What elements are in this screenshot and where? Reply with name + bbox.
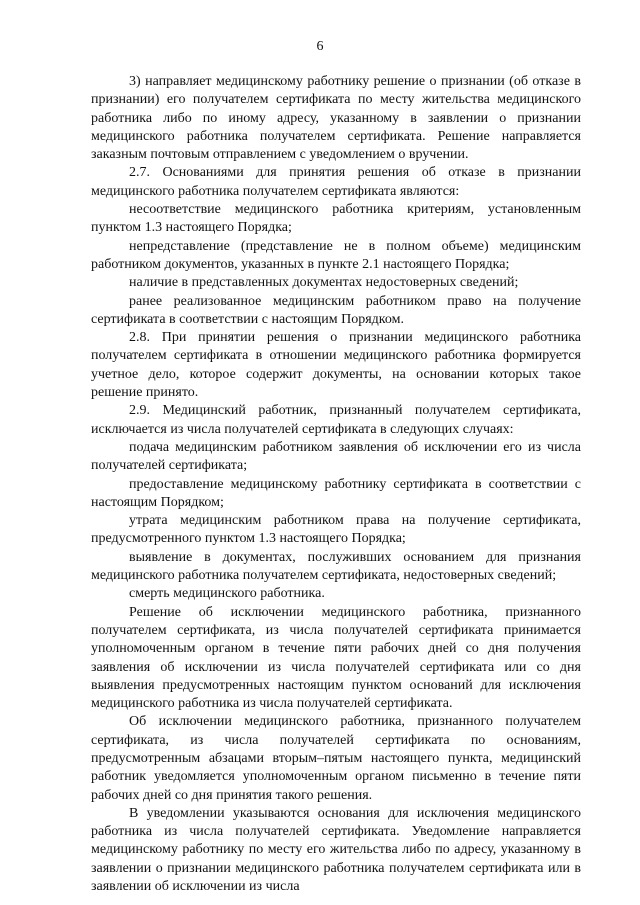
paragraph-2-9-application: подача медицинским работником заявления об исключении его из числа получателей сертификата; <box>91 439 581 474</box>
paragraph-2-7-prior-right: ранее реализованное медицинским работником право на получение сертификата в соответствии с настоящим Порядком. <box>91 293 581 327</box>
paragraph-2-9-death: смерть медицинского работника. <box>129 586 325 602</box>
paragraph-2-9-loss-of-right: утрата медицинским работником права на получение сертификата, предусмотренного пунктом 1.3 настоящего Порядка; <box>91 513 581 547</box>
page-number: 6 <box>316 39 324 54</box>
paragraph-2-8: 2.8. При принятии решения о признании медицинского работника получателем сертификата в отношении медицинского работника формируется учетное дело, которое содержит документы, на основании которых такое решение принято. <box>91 330 581 401</box>
document-body <box>91 73 581 896</box>
paragraph-2-9-false-info: выявление в документах, послуживших основанием для признания медицинского работника получателем сертификата, недостоверных сведений; <box>91 549 581 584</box>
paragraph-notice-content: В уведомлении указываются основания для исключения медицинского работника из числа получателей сертификата. Уведомление направляется медицинскому работнику по месту его жительства либо по адресу, указанному в заявлении о признании медицинского работника получателем сертификата или в заявлении об исключении из числа <box>91 805 581 895</box>
paragraph-2-7-criteria: несоответствие медицинского работника критериям, установленным пунктом 1.3 настоящего Порядка; <box>91 202 581 236</box>
paragraph-2-7: 2.7. Основаниями для принятия решения об отказе в признании медицинского работника получателем сертификата являются: <box>91 165 581 199</box>
paragraph-exclusion-notice: Об исключении медицинского работника, признанного получателем сертификата, из числа получателей сертификата по основаниям, предусмотренным абзацами вторым–пятым настоящего пункта, медицинский работник уведомляется уполномоченным органом письменно в течение пяти рабочих дней со дня принятия такого решения. <box>91 714 581 803</box>
paragraph-2-7-false-info: наличие в представленных документах недостоверных сведений; <box>129 275 519 291</box>
paragraph-2-9: 2.9. Медицинский работник, признанный получателем сертификата, исключается из числа получателей сертификата в следующих случаях: <box>91 403 581 437</box>
paragraph-exclusion-decision: Решение об исключении медицинского работника, признанного получателем сертификата, из числа получателей сертификата принимается уполномоченным органом в течение пяти рабочих дней со дня получения заявления об исключении из числа получателей сертификата или со дня выявления предусмотренных настоящим пунктом оснований для исключения медицинского работника из числа получателей сертификата. <box>91 604 581 712</box>
paragraph-2-7-documents: непредставление (представление не в полном объеме) медицинским работником документов, указанных в пункте 2.1 настоящего Порядка; <box>91 238 581 272</box>
paragraph-2-9-provision: предоставление медицинскому работнику сертификата в соответствии с настоящим Порядком; <box>91 476 581 510</box>
paragraph-decision-sending: 3) направляет медицинскому работнику решение о признании (об отказе в признании) его получателем сертификата по месту жительства медицинского работника либо по иному адресу, указанному в заявлении о признании медицинского работника получателем сертификата. Решение направляется заказным почтовым отправлением с уведомлением о вручении. <box>91 74 581 163</box>
